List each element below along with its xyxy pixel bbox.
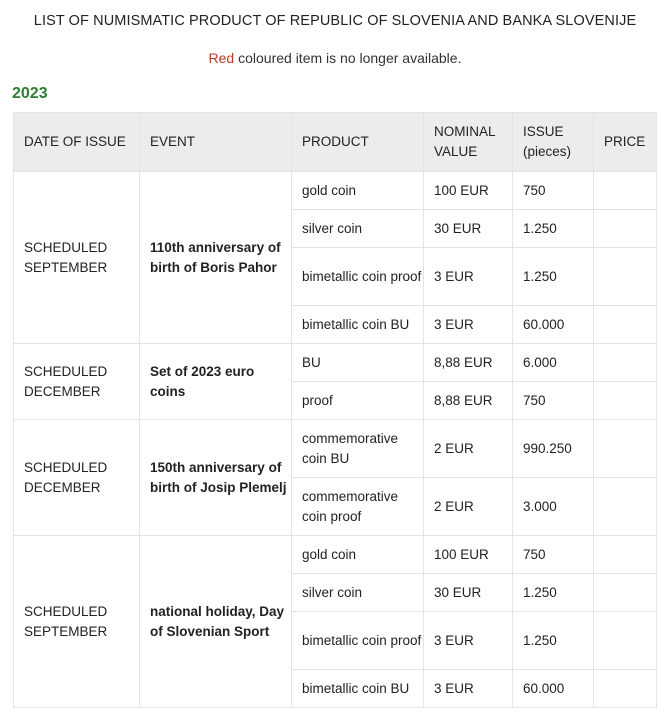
product-cell: bimetallic coin proof [292,612,424,670]
product-cell: bimetallic coin BU [292,670,424,708]
product-cell: BU [292,344,424,382]
nominal-cell: 100 EUR [424,172,513,210]
nominal-cell: 30 EUR [424,574,513,612]
event-cell: national holiday, Day of Slovenian Sport [140,536,292,708]
price-cell [594,248,657,306]
header-issue-line1: ISSUE [523,124,564,139]
availability-note-text: coloured item is no longer available. [234,50,462,66]
product-cell: gold coin [292,536,424,574]
nominal-cell: 100 EUR [424,536,513,574]
product-cell: bimetallic coin proof [292,248,424,306]
header-product: PRODUCT [292,113,424,172]
issue-cell: 60.000 [513,670,594,708]
price-cell [594,574,657,612]
table-row [14,172,657,210]
numismatic-products-table [13,112,657,708]
event-cell: 150th anniversary of birth of Josip Plemelj [140,420,292,536]
price-cell [594,536,657,574]
availability-note [0,50,670,66]
issue-cell: 750 [513,382,594,420]
nominal-cell: 30 EUR [424,210,513,248]
nominal-cell: 2 EUR [424,478,513,536]
issue-cell: 750 [513,536,594,574]
price-cell [594,382,657,420]
issue-cell: 1.250 [513,574,594,612]
nominal-cell: 3 EUR [424,248,513,306]
table-body [14,172,657,708]
price-cell [594,420,657,478]
nominal-cell: 3 EUR [424,612,513,670]
price-cell [594,670,657,708]
table-row [14,536,657,574]
header-price: PRICE [594,113,657,172]
nominal-cell: 3 EUR [424,306,513,344]
issue-cell: 990.250 [513,420,594,478]
price-cell [594,306,657,344]
nominal-cell: 8,88 EUR [424,344,513,382]
product-cell: proof [292,382,424,420]
header-issue-line2: (pieces) [523,144,572,159]
event-cell: Set of 2023 euro coins [140,344,292,420]
issue-cell: 60.000 [513,306,594,344]
header-issue-pieces [513,113,594,172]
product-cell: commemorative coin BU [292,420,424,478]
header-nominal-value [424,113,513,172]
date-cell: SCHEDULED DECEMBER [14,420,140,536]
nominal-cell: 2 EUR [424,420,513,478]
header-date-of-issue: DATE OF ISSUE [14,113,140,172]
header-event: EVENT [140,113,292,172]
product-cell: silver coin [292,574,424,612]
issue-cell: 6.000 [513,344,594,382]
nominal-cell: 3 EUR [424,670,513,708]
event-cell: 110th anniversary of birth of Boris Pahor [140,172,292,344]
issue-cell: 750 [513,172,594,210]
price-cell [594,478,657,536]
table-header-row [14,113,657,172]
price-cell [594,612,657,670]
issue-cell: 1.250 [513,210,594,248]
product-cell: silver coin [292,210,424,248]
product-cell: bimetallic coin BU [292,306,424,344]
header-nominal-line2: VALUE [434,144,478,159]
price-cell [594,172,657,210]
nominal-cell: 8,88 EUR [424,382,513,420]
issue-cell: 3.000 [513,478,594,536]
product-cell: gold coin [292,172,424,210]
table-row [14,420,657,478]
page-title: LIST OF NUMISMATIC PRODUCT OF REPUBLIC OF SLOVENIA AND BANKA SLOVENIJE [33,13,637,29]
header-nominal-line1: NOMINAL [434,124,496,139]
issue-cell: 1.250 [513,612,594,670]
year-heading: 2023 [12,85,48,102]
product-cell: commemorative coin proof [292,478,424,536]
date-cell: SCHEDULED SEPTEMBER [14,536,140,708]
issue-cell: 1.250 [513,248,594,306]
date-cell: SCHEDULED SEPTEMBER [14,172,140,344]
red-legend-word: Red [208,50,235,66]
price-cell [594,344,657,382]
date-cell: SCHEDULED DECEMBER [14,344,140,420]
table-row [14,344,657,382]
price-cell [594,210,657,248]
